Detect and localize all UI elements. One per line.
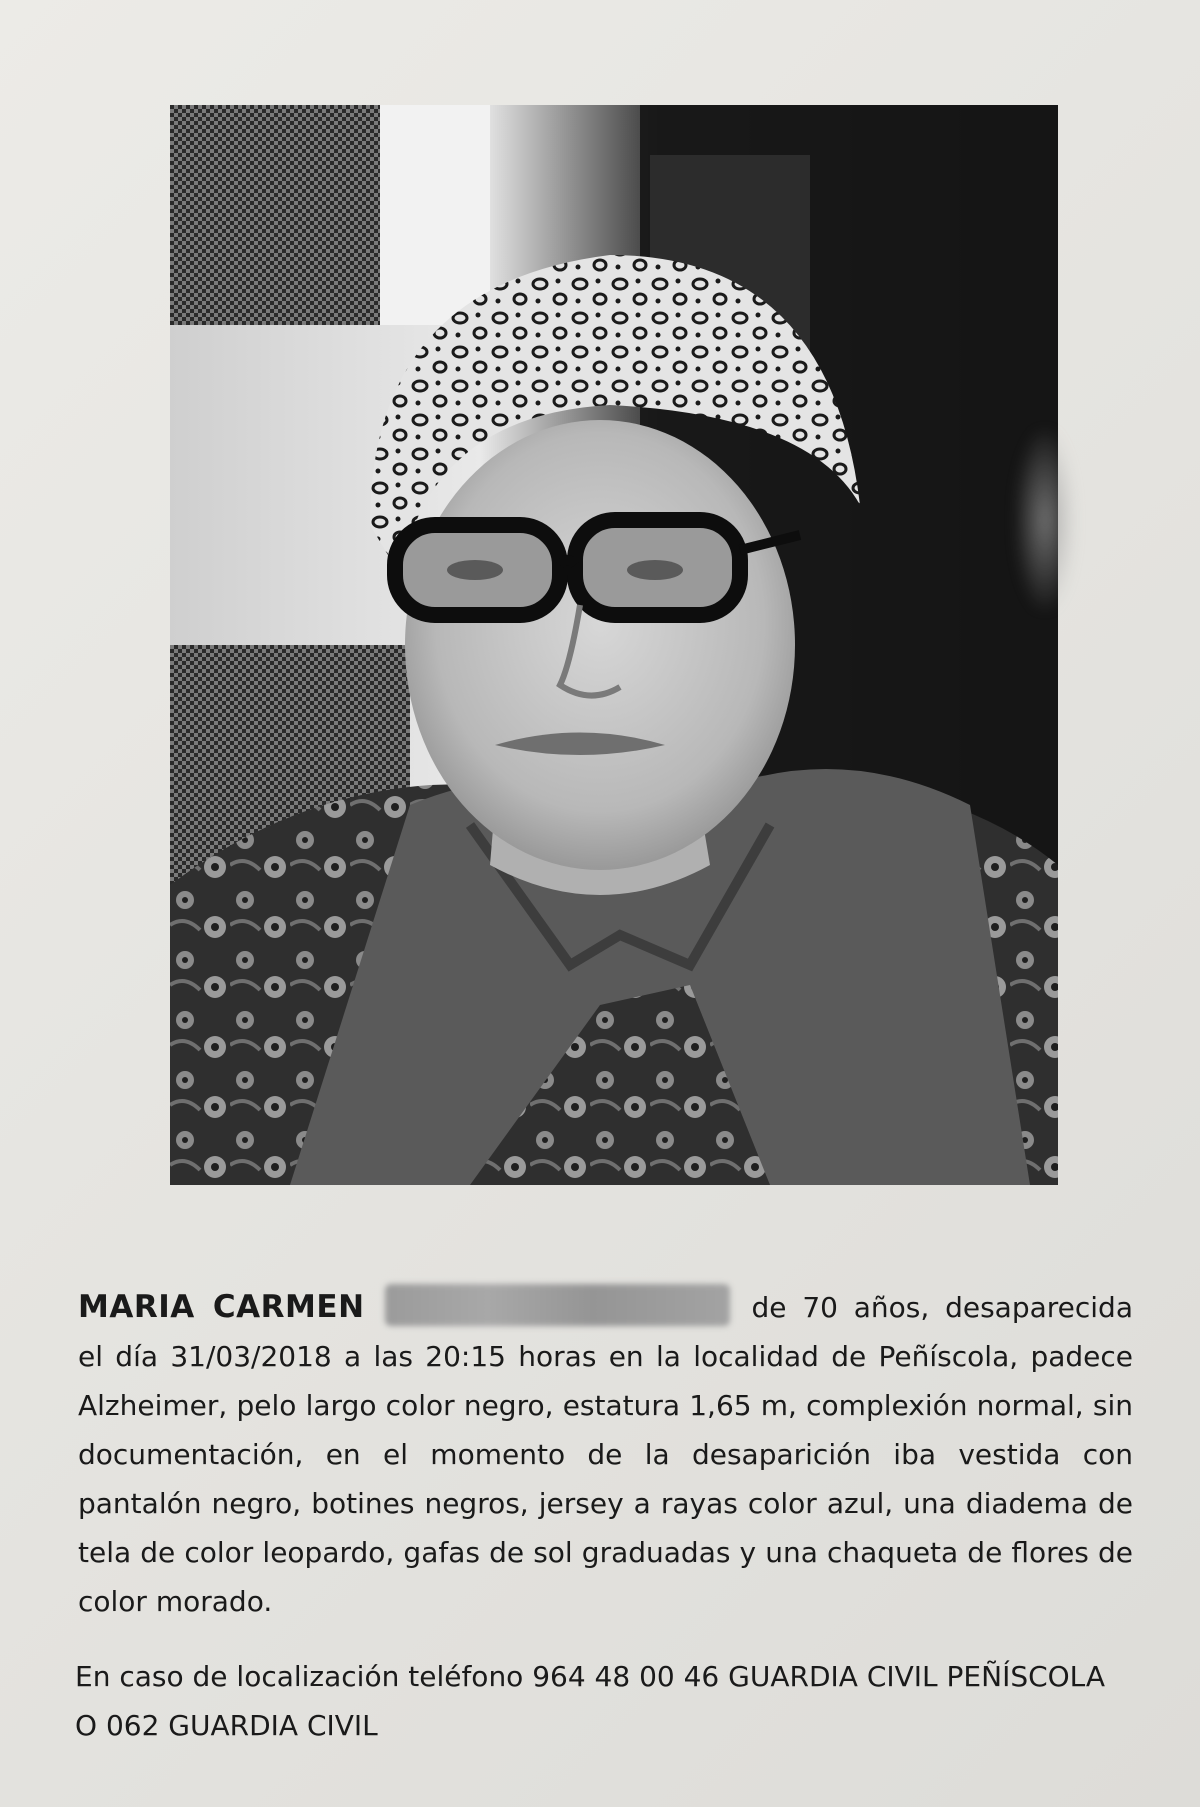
missing-person-description: [78, 1283, 1133, 1626]
missing-person-photo: [170, 105, 1058, 1185]
contact-line-1: En caso de localización teléfono 964 48 00 46 GUARDIA CIVIL PEÑÍSCOLA: [75, 1660, 1106, 1693]
person-photo-icon: [170, 105, 1058, 1185]
contact-line-2: O 062 GUARDIA CIVIL: [75, 1709, 378, 1742]
description-text: de 70 años, desaparecida el día 31/03/2018 a las 20:15 horas en la localidad de Peñíscola, padece Alzheimer, pelo largo color negro, estatura 1,65 m, complexión normal, sin documentación, en el momento de la desaparición iba vestida con pantalón negro, botines negros, jersey a rayas color azul, una diadema de tela de color leopardo, gafas de sol graduadas y una chaqueta de flores de color morado.: [78, 1291, 1133, 1618]
person-name: MARIA CARMEN: [78, 1289, 365, 1325]
redaction-smudge: [1015, 430, 1075, 610]
contact-info: [75, 1652, 1155, 1750]
paper-show-through: [600, 10, 608, 40]
redacted-surname: [385, 1284, 730, 1326]
